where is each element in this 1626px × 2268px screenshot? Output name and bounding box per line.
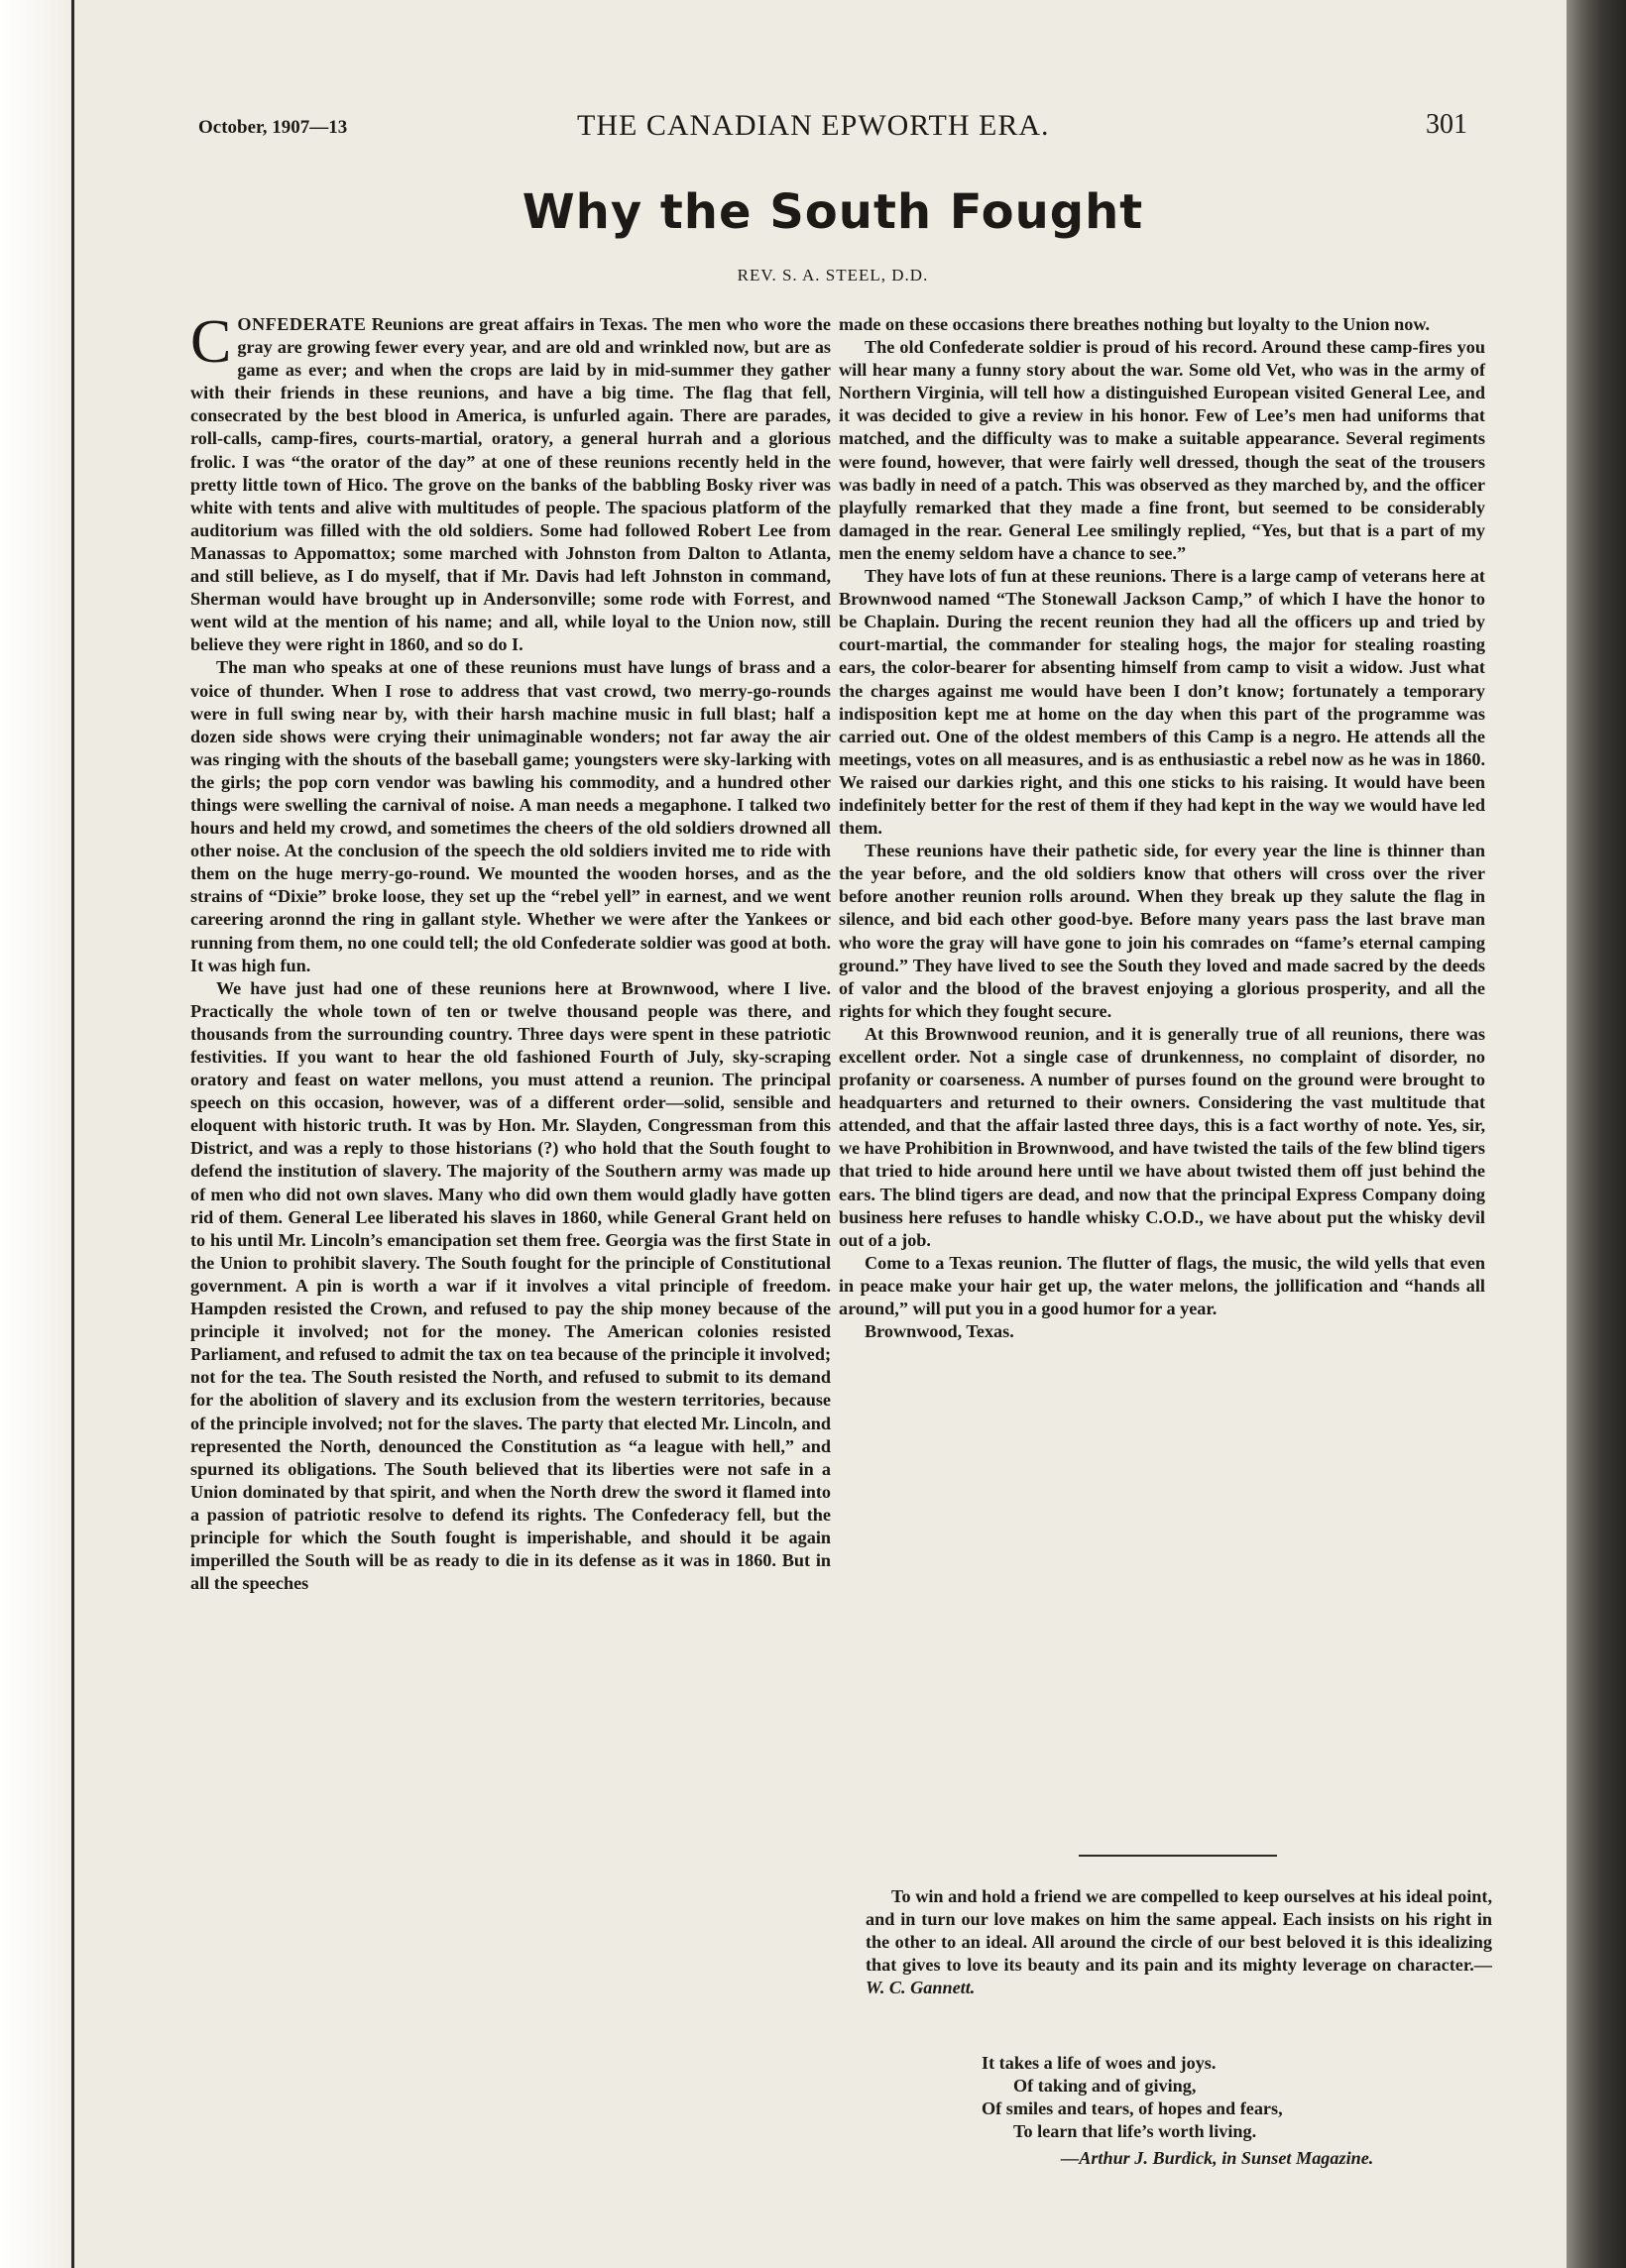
paragraph: The man who speaks at one of these reunions must have lungs of brass and a voice of thunder. When I rose to address that vast crowd, two merry-go-rounds were in full swing near by, with their harsh machine music in full blast; half a dozen side shows were crying their unimaginable wonders; not far away the air was ringing with the shouts of the baseball game; youngsters were sky-larking with the girls; the pop corn vendor was bawling his commodity, and a hundred other things were swelling the carnival of noise. A man needs a megaphone. I talked two hours and held my crowd, and sometimes the cheers of the old soldiers drowned all other noise. At the conclusion of the speech the old soldiers invited me to ride with them on the huge merry-go-round. We mounted the wooden horses, and as the strains of “Dixie” broke loose, they set up the “rebel yell” in earnest, and we went careering aronnd the ring in gallant style. Whether we were after the Yankees or running from them, no one could tell; the old Confederate soldier was good at both. It was high fun. <box>190 657 832 975</box>
running-head <box>198 109 1467 149</box>
drop-cap: C <box>190 308 232 376</box>
right-column <box>839 313 1485 1343</box>
journal-title: THE CANADIAN EPWORTH ERA. <box>577 109 1050 142</box>
paragraph: The old Confederate soldier is proud of his record. Around these camp-fires you will hear many a funny story about the war. Some old Vet, who was in the army of Northern Virginia, will tell how a distinguished European visited General Lee, and it was decided to give a review in his honor. Few of Lee’s men had uniforms that matched, and the difficulty was to make a suitable appearance. Several regiments were found, however, that were fairly well dressed, though the seat of the trousers was badly in need of a patch. This was observed as they marched by, and the officer playfully remarked that they made a fine front, but seemed to be considerably damaged in the rear. General Lee smilingly replied, “Yes, but that is a part of my men the enemy seldom have a chance to see.” <box>839 337 1485 563</box>
poem-line: Of taking and of giving, <box>1013 2076 1197 2097</box>
quote-paragraph <box>866 1885 1492 1999</box>
page-number: 301 <box>1426 109 1467 140</box>
paragraph: made on these occasions there breathes nothing but loyalty to the Union now. <box>839 314 1431 334</box>
paragraph: Come to a Texas reunion. The flutter of flags, the music, the wild yells that even in peace make your hair get up, the water melons, the jollification and “hands all around,” will put you in a good humor for a year. <box>839 1252 1485 1319</box>
poem <box>982 2052 1497 2170</box>
poem-credit: —Arthur J. Burdick, in Sunset Magazine. <box>1061 2148 1374 2169</box>
poem-line: It takes a life of woes and joys. <box>982 2053 1217 2073</box>
quote-text: To win and hold a friend we are compelled to keep ourselves at his ideal point, and in turn our love makes on him the same appeal. Each insists on his right in the other to an ideal. All around the circle of our best beloved it is this idealizing that gives to love its beauty and its pain and its mighty leverage on character.— <box>866 1886 1492 1976</box>
article-byline: REV. S. A. STEEL, D.D. <box>737 266 929 284</box>
poem-line: Of smiles and tears, of hopes and fears, <box>982 2098 1283 2119</box>
paragraph-text: Reunions are great affairs in Texas. The men who wore the gray are growing fewer every year, and are old and wrinkled now, but are as game as ever; and when the crops are laid by in mid-summer they gather with their friends in these reunions, and have a big time. The flag that fell, consecrated by the best blood in America, is unfurled again. There are parades, roll-calls, camp-fires, courts-martial, oratory, a general hurrah and a glorious frolic. I was “the orator of the day” at one of these reunions recently held in the pretty little town of Hico. The grove on the banks of the babbling Bosky river was white with tents and alive with multitudes of people. The spacious platform of the auditorium was filled with the old soldiers. Some had followed Robert Lee from Manassas to Appomattox; some marched with Johnston from Dalton to Atlanta, and still believe, as I do myself, that if Mr. Davis had left Johnston in command, Sherman would have brought up in Andersonville; some rode with Forrest, and went wild at the mention of his name; and all, while loyal to the Union now, still believe they were right in 1860, and so do I. <box>190 314 831 655</box>
poem-line: To learn that life’s worth living. <box>1013 2121 1257 2142</box>
paragraph: We have just had one of these reunions here at Brownwood, where I live. Practically the whole town of ten or twelve thousand people was there, and thousands from the surrounding country. Three days were spent in these patriotic festivities. If you want to hear the old fashioned Fourth of July, sky-scraping oratory and feast on water mellons, you must attend a reunion. The principal speech on this occasion, however, was of a different order—solid, sensible and eloquent with historic truth. It was by Hon. Mr. Slayden, Congressman from this District, and was a reply to those historians (?) who hold that the South fought to defend the institution of slavery. The majority of the Southern army was made up of men who did not own slaves. Many who did own them would gladly have gotten rid of them. General Lee liberated his slaves in 1860, while General Grant held on to his until Mr. Lincoln’s emancipation set them free. Georgia was the first State in the Union to prohibit slavery. The South fought for the principle of Constitutional government. A pin is worth a war if it involves a vital principle of freedom. Hampden resisted the Crown, and refused to pay the ship money because of the principle it involved; not for the money. The American colonies resisted Parliament, and refused to admit the tax on tea because of the principle it involved; not for the tea. The South resisted the North, and refused to submit to its demand for the abolition of slavery and its exclusion from the western territories, because of the principle involved; not for the slaves. The party that elected Mr. Lincoln, and represented the North, denounced the Constitution as “a league with hell,” and spurned its obligations. The South believed that its liberties were not safe in a Union dominated by that spirit, and when the North drew the sword it flamed into a passion of patriotic resolve to defend its rights. The Confederacy fell, but the principle for which the South fought is imperishable, and should it be again imperilled the South will be as ready to die in its defense as it was in 1860. But in all the speeches <box>190 977 831 1594</box>
book-spine <box>1567 0 1626 2268</box>
filler-quote <box>866 1885 1492 1999</box>
article-title: Why the South Fought <box>522 184 1144 240</box>
paragraph: They have lots of fun at these reunions. There is a large camp of veterans here at Brownwood named “The Stonewall Jackson Camp,” of which I have the honor to be Chaplain. During the recent reunion they had all the officers up and tried by court-martial, the commander for stealing hogs, the major for stealing roasting ears, the color-bearer for absenting himself from camp to visit a widow. Just what the charges against me would have been I don’t know; fortunately a temporary indisposition kept me at home on the day when this part of the programme was carried out. One of the oldest members of this Camp is a negro. He attends all the meetings, votes on all measures, and is as enthusiastic a rebel now as he was in 1860. We raised our darkies right, and this one sticks to his raising. It would have been indefinitely better for the rest of them if they had kept in the way we would have led them. <box>839 566 1485 839</box>
issue-date: October, 1907—13 <box>198 117 348 138</box>
page-margin <box>0 0 79 2268</box>
quote-author: W. C. Gannett. <box>866 1978 976 1998</box>
left-column <box>190 308 832 1595</box>
first-word: ONFEDERATE <box>237 314 367 334</box>
section-divider <box>1079 1855 1277 1857</box>
page-edge-line <box>71 0 74 2268</box>
dateline: Brownwood, Texas. <box>865 1321 1014 1342</box>
paragraph: At this Brownwood reunion, and it is generally true of all reunions, there was excellent order. Not a single case of drunkenness, no complaint of disorder, no profanity or coarseness. A number of purses found on the ground were brought to headquarters and returned to their owners. Considering the vast multitude that attended, and that the affair lasted three days, this is a fact worthy of note. Yes, sir, we have Prohibition in Brownwood, and have twisted the tails of the few blind tigers that tried to hide around here until we have about twisted them off just behind the ears. The blind tigers are dead, and now that the principal Express Company doing business here refuses to handle whisky C.O.D., we have about put the whisky devil out of a job. <box>839 1023 1485 1250</box>
paragraph <box>190 308 831 656</box>
paragraph: These reunions have their pathetic side, for every year the line is thinner than the year before, and the old soldiers know that others will cross over the river before another reunion rolls around. When they break up they salute the flag in silence, and bid each other good-bye. Before many years pass the last brave man who wore the gray will have gone to join his comrades on “fame’s eternal camping ground.” They have lived to see the South they loved and made sacred by the deeds of valor and the blood of the bravest enjoying a glorious prosperity, and all the rights for which they fought secure. <box>839 841 1485 1021</box>
